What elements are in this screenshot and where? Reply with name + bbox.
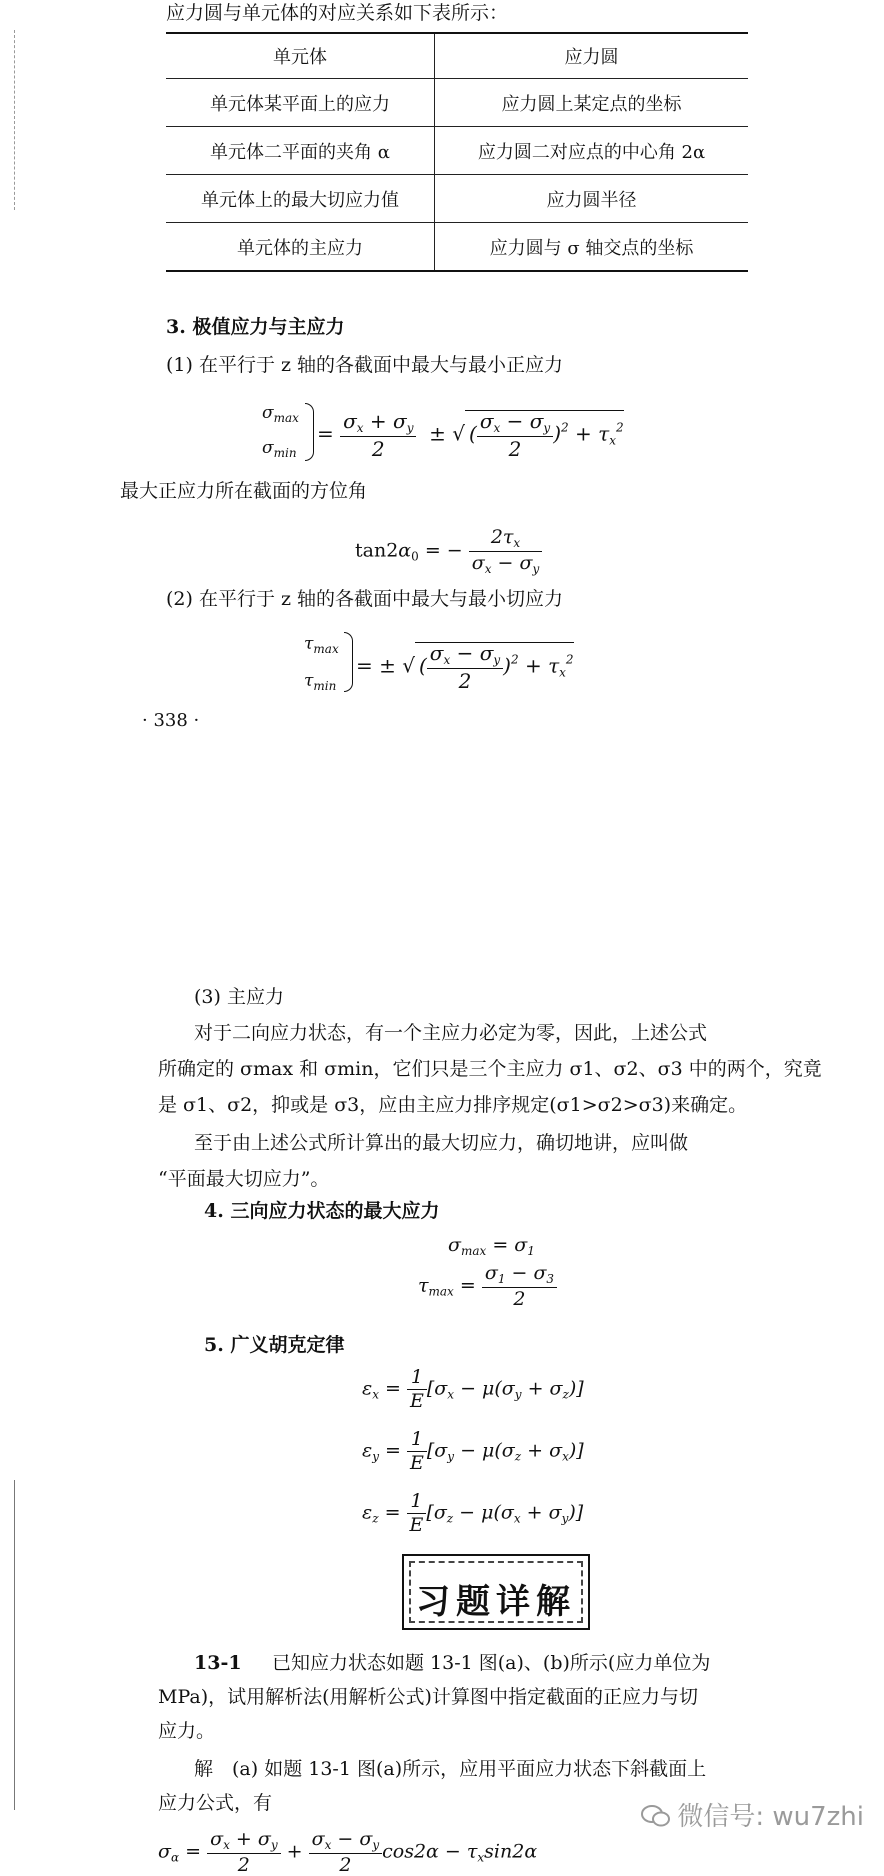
section-3-title: 3. 极值应力与主应力 (166, 316, 345, 338)
table-row (166, 223, 748, 272)
table-cell: 单元体某平面上的应力 (166, 79, 435, 127)
page-number: · 338 · (142, 710, 200, 731)
section-3-item-2: (2) 在平行于 z 轴的各截面中最大与最小切应力 (166, 588, 564, 610)
table-header: 单元体 (166, 33, 435, 79)
problem-number: 13-1 (194, 1652, 242, 1674)
table-row (166, 175, 748, 223)
formula-epsilon-y: $\varepsilon_y$ = $\frac{1}{E}$ $[\sigma_y - \mu(\sigma_z + \sigma_x)]$ (362, 1428, 584, 1474)
formula-sigma-max: $\sigma_{max}$ (262, 403, 299, 425)
section-3-item-3: (3) 主应力 (194, 986, 284, 1008)
table-cell: 应力圆二对应点的中心角 2α (435, 127, 749, 175)
table-cell: 单元体的主应力 (166, 223, 435, 272)
formula-tau-min: $\tau_{min}$ (304, 671, 337, 693)
solution-line: 解 (a) 如题 13-1 图(a)所示，应用平面应力状态下斜截面上 (194, 1758, 707, 1780)
table-cell: 单元体二平面的夹角 α (166, 127, 435, 175)
formula-epsilon-z: $\varepsilon_z$ = $\frac{1}{E}$ $[\sigma_z - \mu(\sigma_x + \sigma_y)]$ (362, 1490, 584, 1536)
formula-normal-stress-extremes: = $\frac{\sigma_x + \sigma_y}{2}$ ± √ ( $\frac{\sigma_x - \sigma_y}{2}$ )$^2 + \tau_x^2$ (317, 409, 624, 461)
intro-text: 应力圆与单元体的对应关系如下表所示： (166, 2, 509, 24)
problem-line: 应力。 (158, 1720, 216, 1742)
wechat-icon (641, 1804, 671, 1828)
formula-epsilon-x: $\varepsilon_x$ = $\frac{1}{E}$ $[\sigma_x - \mu(\sigma_y + \sigma_z)]$ (362, 1366, 584, 1412)
section-banner (402, 1554, 590, 1630)
formula-shear-stress-extremes: = ± √ ( $\frac{\sigma_x - \sigma_y}{2}$ )$^2 + \tau_x^2$ (356, 641, 574, 693)
formula-sigma-min: $\sigma_{min}$ (262, 438, 297, 460)
formula-oblique-normal-stress: $\sigma_\alpha$ = $\frac{\sigma_x + \sigma_y}{2}$ + $\frac{\sigma_x - \sigma_y}{2}$ $\cos 2\alpha - \tau_x\sin 2\alpha$ (158, 1828, 538, 1876)
angle-label: 最大正应力所在截面的方位角 (120, 480, 368, 502)
paragraph-line: 所确定的 σmax 和 σmin，它们只是三个主应力 σ1、σ2、σ3 中的两个，究竟 (158, 1058, 822, 1080)
section-3-item-1: (1) 在平行于 z 轴的各截面中最大与最小正应力 (166, 354, 564, 376)
problem-line: 已知应力状态如题 13-1 图(a)、(b)所示(应力单位为 (272, 1652, 711, 1674)
wechat-watermark (641, 1796, 864, 1833)
paragraph-line: 对于二向应力状态，有一个主应力必定为零，因此，上述公式 (194, 1022, 708, 1044)
formula-tan-2alpha: $\tan 2\alpha_0$ = − $\frac{2\tau_x}{\sigma_x - \sigma_y}$ (355, 528, 542, 575)
table-row (166, 127, 748, 175)
paragraph-line: “平面最大切应力”。 (158, 1168, 330, 1190)
table-header: 应力圆 (435, 33, 749, 79)
section-4-title: 4. 三向应力状态的最大应力 (204, 1200, 440, 1222)
watermark-text: 微信号: wu7zhi (677, 1802, 864, 1832)
brace-mark (305, 403, 314, 461)
formula-tau-max-3d: $\tau_{max}$ = $\frac{\sigma_1 - \sigma_3}{2}$ (418, 1264, 557, 1309)
formula-tau-max: $\tau_{max}$ (304, 634, 339, 656)
banner-title: 习题详解 (416, 1582, 576, 1622)
paragraph-line: 是 σ1、σ2，抑或是 σ3，应由主应力排序规定(σ1>σ2>σ3)来确定。 (158, 1094, 748, 1116)
section-5-title: 5. 广义胡克定律 (204, 1334, 345, 1356)
formula-sigma-max-3d: $\sigma_{max} = \sigma_1$ (448, 1234, 535, 1258)
solution-line: 应力公式，有 (158, 1792, 273, 1814)
table-cell: 应力圆上某定点的坐标 (435, 79, 749, 127)
table-cell: 应力圆与 σ 轴交点的坐标 (435, 223, 749, 272)
table-row (166, 79, 748, 127)
paragraph-line: 至于由上述公式所计算出的最大切应力，确切地讲，应叫做 (194, 1132, 689, 1154)
problem-line: MPa)，试用解析法(用解析公式)计算图中指定截面的正应力与切 (158, 1686, 698, 1708)
scan-edge-mark (14, 1480, 15, 1810)
table-cell: 应力圆半径 (435, 175, 749, 223)
table-cell: 单元体上的最大切应力值 (166, 175, 435, 223)
brace-mark (344, 632, 353, 692)
table-header-row (166, 33, 748, 79)
correspondence-table (166, 32, 748, 272)
scan-edge-mark (14, 30, 15, 210)
